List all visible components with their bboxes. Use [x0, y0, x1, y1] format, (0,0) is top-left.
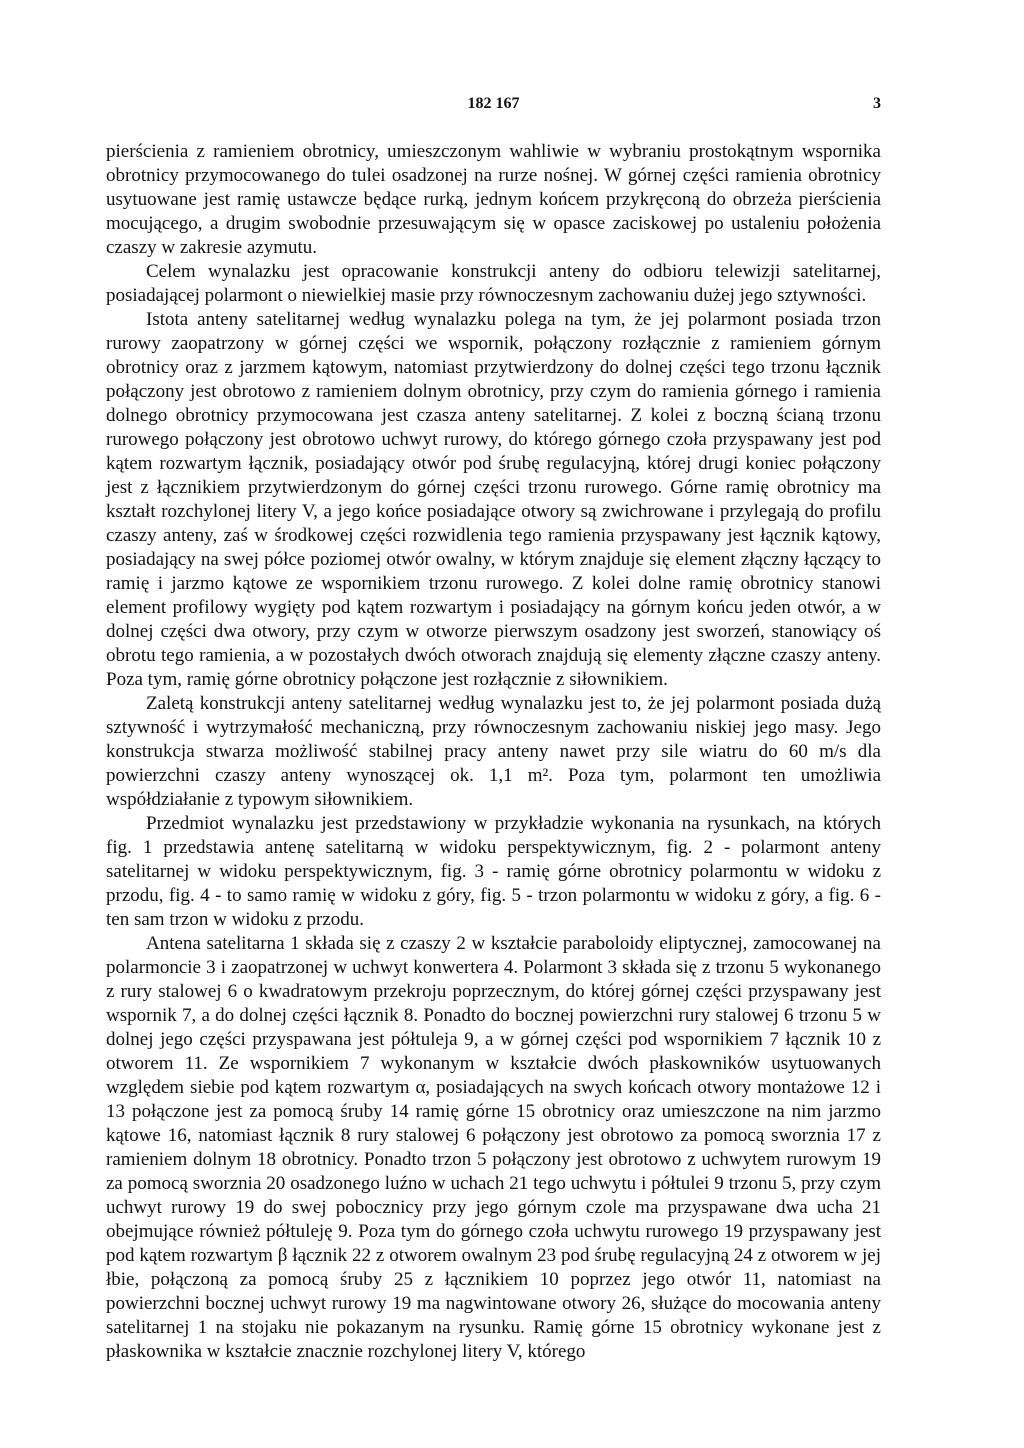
- paragraph: Przedmiot wynalazku jest przedstawiony w przykładzie wykonania na rysunkach, na których fig. 1 przedstawia antenę satelitarną w widoku perspektywicznym, fig. 2 - polarmont anteny satelitarnej w widoku perspektywicznym, fig. 3 - ramię górne obrotnicy polarmontu w widoku z przodu, fig. 4 - to samo ramię w widoku z góry, fig. 5 - trzon polarmontu w widoku z góry, a fig. 6 - ten sam trzon w widoku z przodu.: [106, 813, 881, 930]
- page-header: [106, 95, 881, 117]
- document-number: 182 167: [467, 95, 520, 112]
- paragraph: pierścienia z ramieniem obrotnicy, umieszczonym wahliwie w wybraniu prostokątnym wspornika obrotnicy przymocowanego do tulei osadzonej na rurze nośnej. W górnej części ramienia obrotnicy usytuowane jest ramię ustawcze będące rurką, jednym końcem przykręconą do obrzeża pierścienia mocującego, a drugim swobodnie przesuwającym się w opasce zaciskowej po ustaleniu położenia czaszy w zakresie azymutu.: [106, 141, 881, 258]
- page-number: 3: [873, 95, 881, 112]
- paragraph: Celem wynalazku jest opracowanie konstrukcji anteny do odbioru telewizji satelitarnej, posiadającej polarmont o niewielkiej masie przy równoczesnym zachowaniu dużej jego sztywności.: [106, 261, 881, 306]
- document-body: [106, 140, 881, 1364]
- paragraph: Istota anteny satelitarnej według wynalazku polega na tym, że jej polarmont posiada trzon rurowy zaopatrzony w górnej części we wspornik, połączony rozłącznie z ramieniem górnym obrotnicy oraz z jarzmem kątowym, natomiast przytwierdzony do dolnej części tego trzonu łącznik połączony jest obrotowo z ramieniem dolnym obrotnicy, przy czym do ramienia górnego i ramienia dolnego obrotnicy przymocowana jest czasza anteny satelitarnej. Z kolei z boczną ścianą trzonu rurowego połączony jest obrotowo uchwyt rurowy, do którego górnego czoła przyspawany jest pod kątem rozwartym łącznik, posiadający otwór pod śrubę regulacyjną, której drugi koniec połączony jest z łącznikiem przytwierdzonym do górnej części trzonu rurowego. Górne ramię obrotnicy ma kształt rozchylonej litery V, a jego końce posiadające otwory są zwichrowane i przylegają do profilu czaszy anteny, zaś w środkowej części rozwidlenia tego ramienia przyspawany jest łącznik kątowy, posiadający na swej półce poziomej otwór owalny, w którym znajduje się element złączny łączący to ramię i jarzmo kątowe ze wspornikiem trzonu rurowego. Z kolei dolne ramię obrotnicy stanowi element profilowy wygięty pod kątem rozwartym i posiadający na górnym końcu jeden otwór, a w dolnej części dwa otwory, przy czym w otworze pierwszym osadzony jest sworzeń, stanowiący oś obrotu tego ramienia, a w pozostałych dwóch otworach znajdują się elementy złączne czaszy anteny. Poza tym, ramię górne obrotnicy połączone jest rozłącznie z siłownikiem.: [106, 309, 881, 690]
- paragraph: Antena satelitarna 1 składa się z czaszy 2 w kształcie paraboloidy eliptycznej, zamocowanej na polarmoncie 3 i zaopatrzonej w uchwyt konwertera 4. Polarmont 3 składa się z trzonu 5 wykonanego z rury stalowej 6 o kwadratowym przekroju poprzecznym, do której górnej części przyspawany jest wspornik 7, a do dolnej części łącznik 8. Ponadto do bocznej powierzchni rury stalowej 6 trzonu 5 w dolnej jego części przyspawana jest półtuleja 9, a w górnej części pod wspornikiem 7 łącznik 10 z otworem 11. Ze wspornikiem 7 wykonanym w kształcie dwóch płaskowników usytuowanych względem siebie pod kątem rozwartym α, posiadających na swych końcach otwory montażowe 12 i 13 połączone jest za pomocą śruby 14 ramię górne 15 obrotnicy oraz umieszczone na nim jarzmo kątowe 16, natomiast łącznik 8 rury stalowej 6 połączony jest obrotowo za pomocą sworznia 17 z ramieniem dolnym 18 obrotnicy. Ponadto trzon 5 połączony jest obrotowo z uchwytem rurowym 19 za pomocą sworznia 20 osadzonego luźno w uchach 21 tego uchwytu i półtulei 9 trzonu 5, przy czym uchwyt rurowy 19 do swej pobocznicy przy jego górnym czole ma przyspawane dwa ucha 21 obejmujące również półtuleję 9. Poza tym do górnego czoła uchwytu rurowego 19 przyspawany jest pod kątem rozwartym β łącznik 22 z otworem owalnym 23 pod śrubę regulacyjną 24 z otworem w jej łbie, połączoną za pomocą śruby 25 z łącznikiem 10 poprzez jego otwór 11, natomiast na powierzchni bocznej uchwyt rurowy 19 ma nagwintowane otwory 26, służące do mocowania anteny satelitarnej 1 na stojaku nie pokazanym na rysunku. Ramię górne 15 obrotnicy wykonane jest z płaskownika w kształcie znacznie rozchylonej litery V, którego: [106, 933, 881, 1362]
- paragraph: Zaletą konstrukcji anteny satelitarnej według wynalazku jest to, że jej polarmont posiada dużą sztywność i wytrzymałość mechaniczną, przy równoczesnym zachowaniu niskiej jego masy. Jego konstrukcja stwarza możliwość stabilnej pracy anteny nawet przy sile wiatru do 60 m/s dla powierzchni czaszy anteny wynoszącej ok. 1,1 m². Poza tym, polarmont ten umożliwia współdziałanie z typowym siłownikiem.: [106, 693, 881, 810]
